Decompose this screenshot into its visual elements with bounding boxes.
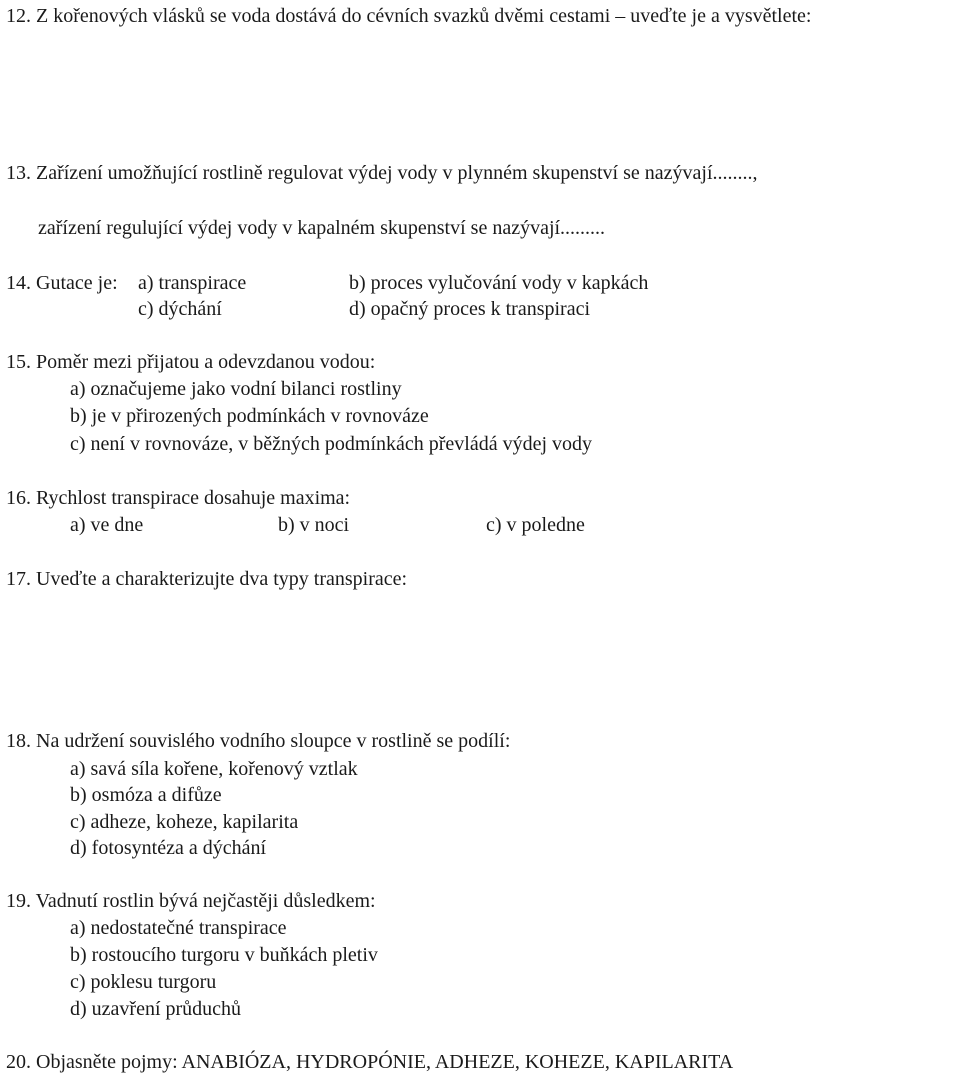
question-18-option-b: b) osmóza a difůze (70, 784, 222, 806)
question-15-option-a: a) označujeme jako vodní bilanci rostliny (70, 378, 402, 400)
question-16: 16. Rychlost transpirace dosahuje maxima: (6, 487, 351, 509)
question-15-option-c: c) není v rovnováze, v běžných podmínkách převládá výdej vody (70, 433, 593, 455)
question-16-option-a: a) ve dne (70, 514, 144, 536)
question-19-option-b: b) rostoucího turgoru v buňkách pletiv (70, 944, 378, 966)
question-14-prefix: 14. Gutace je: (6, 272, 118, 294)
question-13-line-2: zařízení regulující výdej vody v kapalném skupenství se nazývají......... (38, 217, 606, 239)
question-19-option-c: c) poklesu turgoru (70, 971, 217, 993)
question-18-option-a: a) savá síla kořene, kořenový vztlak (70, 758, 358, 780)
question-16-option-b: b) v noci (278, 514, 350, 536)
question-20: 20. Objasněte pojmy: ANABIÓZA, HYDROPÓNIE, ADHEZE, KOHEZE, KAPILARITA (6, 1051, 734, 1073)
question-17: 17. Uveďte a charakterizujte dva typy transpirace: (6, 568, 408, 590)
question-19-option-a: a) nedostatečné transpirace (70, 917, 287, 939)
question-15-option-b: b) je v přirozených podmínkách v rovnováze (70, 405, 429, 427)
question-14-option-c: c) dýchání (138, 298, 222, 320)
question-18: 18. Na udržení souvislého vodního sloupce v rostlině se podílí: (6, 730, 511, 752)
question-13-line-1: 13. Zařízení umožňující rostlině regulovat výdej vody v plynném skupenství se nazývají........, (6, 162, 758, 184)
question-14-option-d: d) opačný proces k transpiraci (349, 298, 591, 320)
question-14-option-b: b) proces vylučování vody v kapkách (349, 272, 649, 294)
question-12: 12. Z kořenových vlásků se voda dostává do cévních svazků dvěmi cestami – uveďte je a vysvětlete: (6, 5, 812, 27)
question-19: 19. Vadnutí rostlin bývá nejčastěji důsledkem: (6, 890, 376, 912)
question-18-option-d: d) fotosyntéza a dýchání (70, 837, 267, 859)
question-15: 15. Poměr mezi přijatou a odevzdanou vodou: (6, 351, 376, 373)
question-18-option-c: c) adheze, koheze, kapilarita (70, 811, 299, 833)
question-16-option-c: c) v poledne (486, 514, 585, 536)
question-19-option-d: d) uzavření průduchů (70, 998, 242, 1020)
question-14-option-a: a) transpirace (138, 272, 247, 294)
